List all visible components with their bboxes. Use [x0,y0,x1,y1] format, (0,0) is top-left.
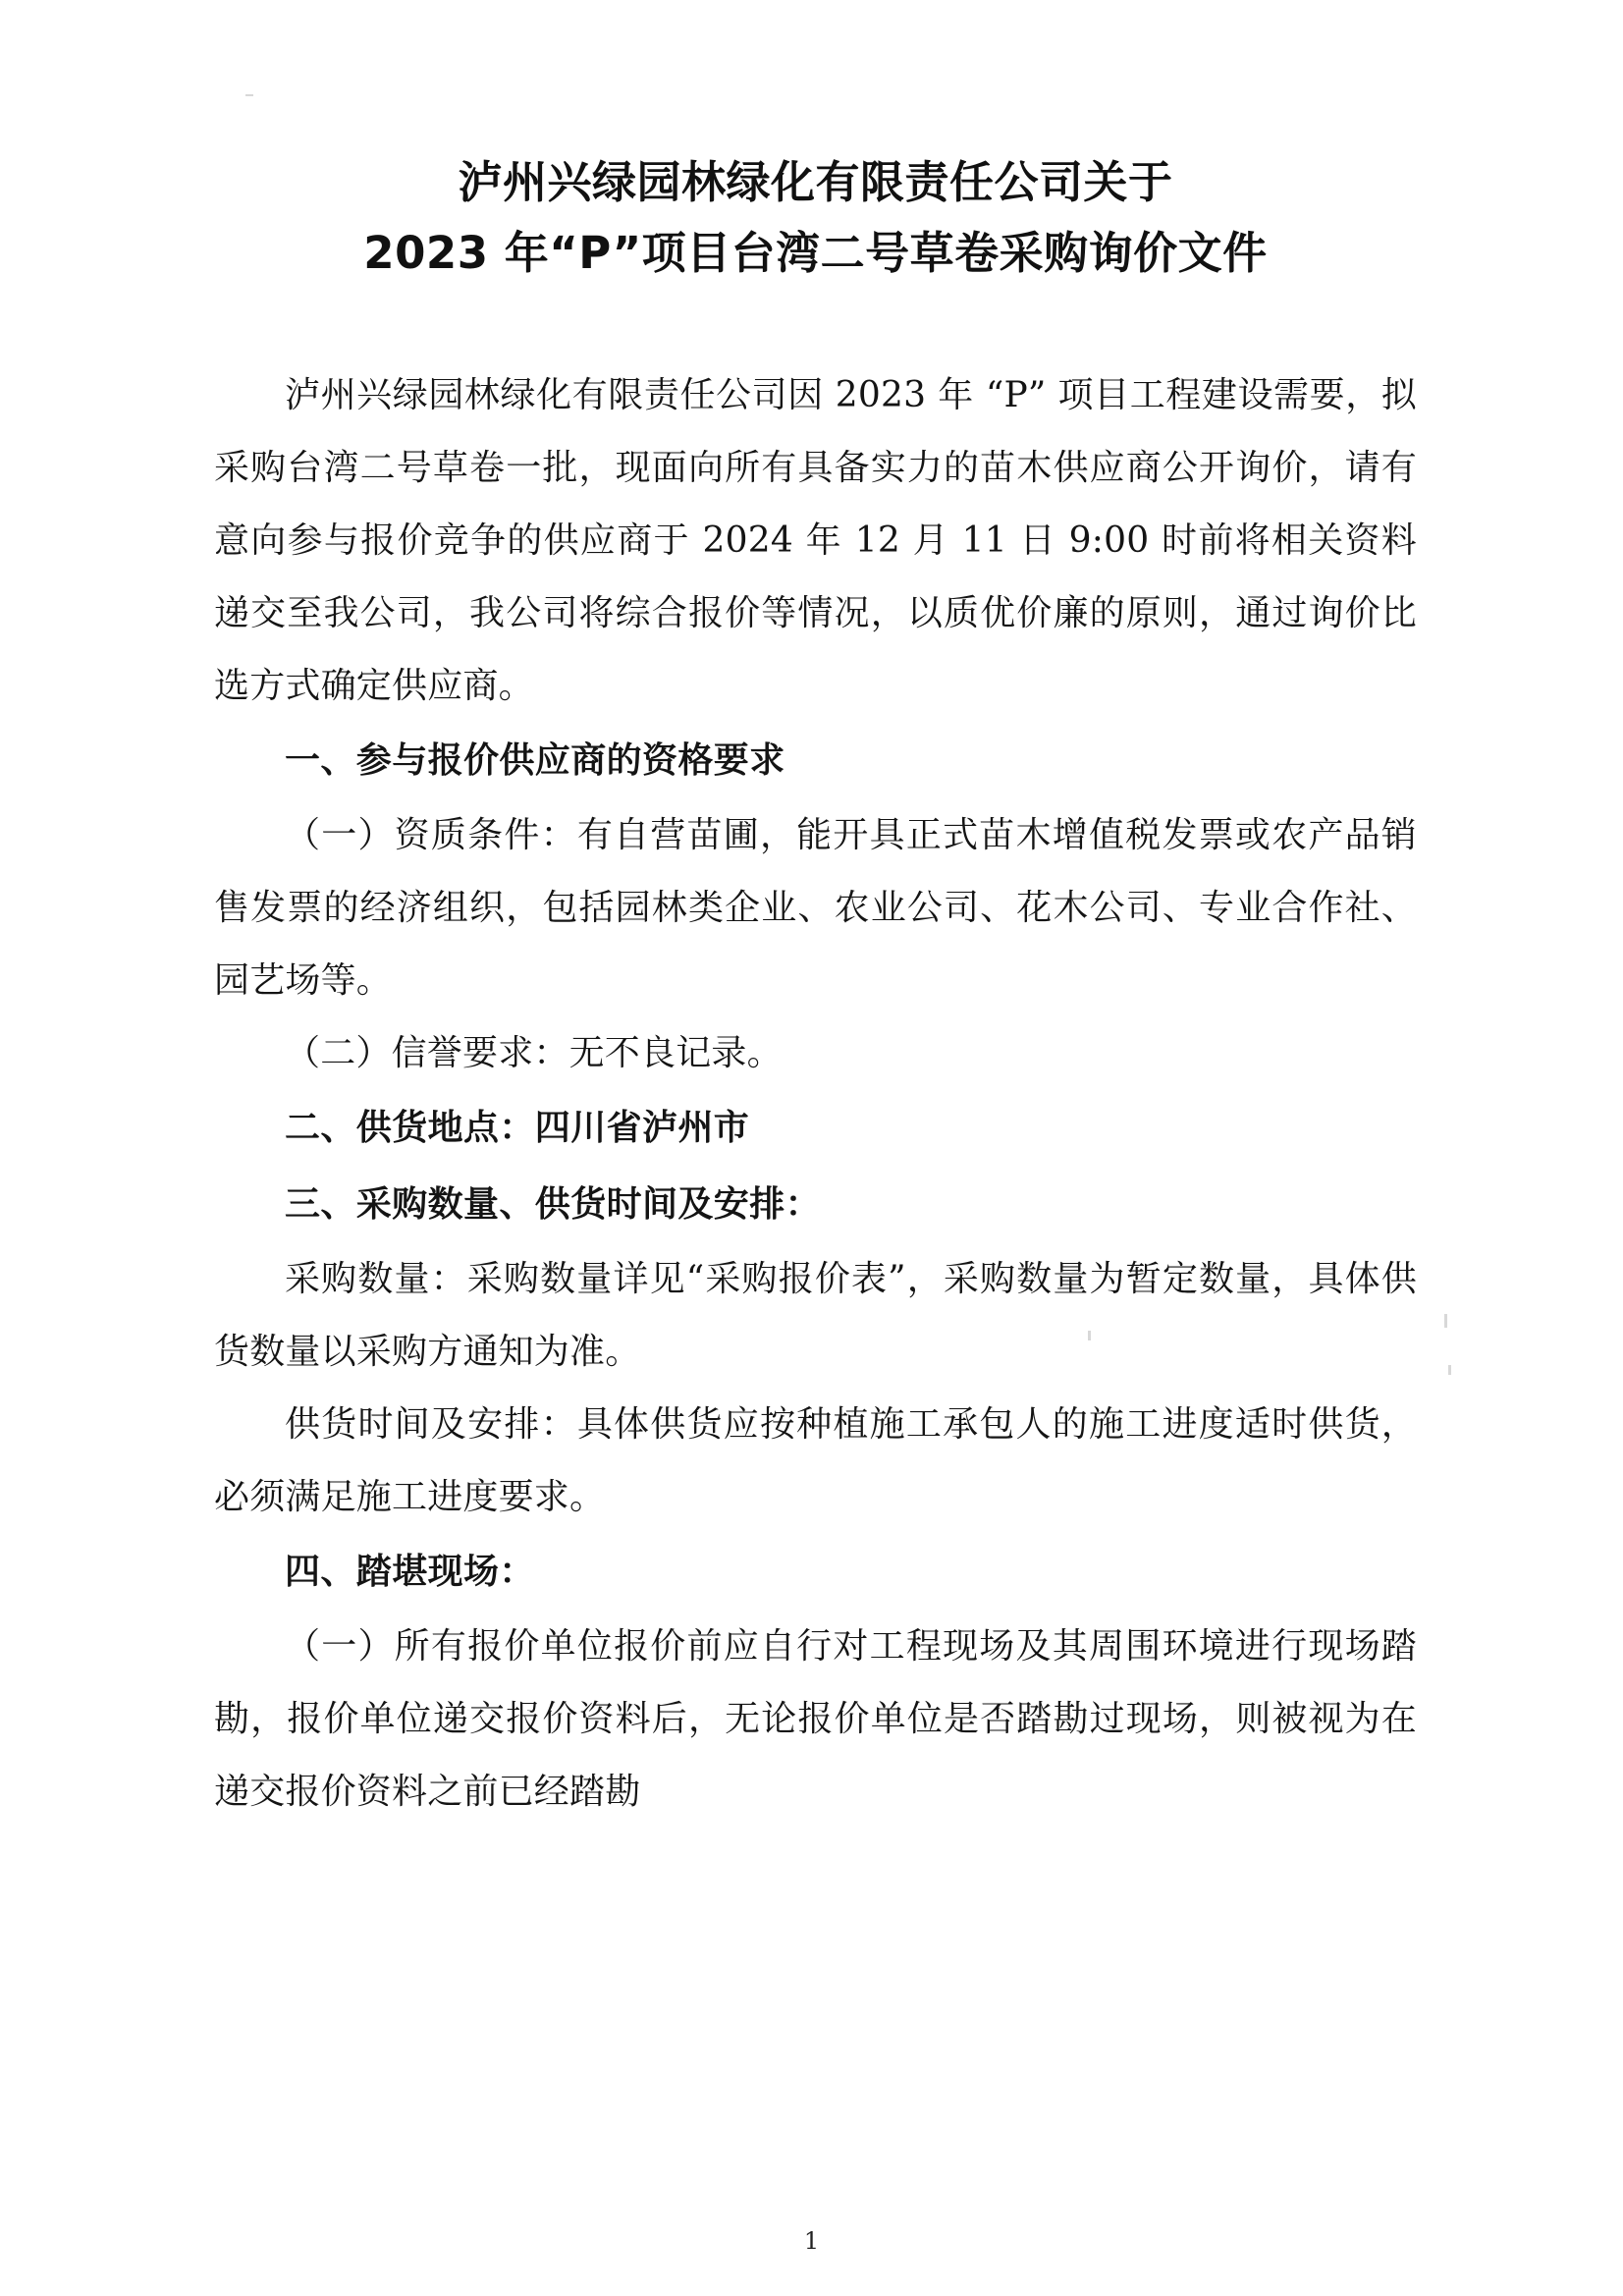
scan-speck [245,94,253,96]
document-title-line-2: 2023 年“P”项目台湾二号草卷采购询价文件 [363,227,1268,279]
document-title-line-1: 泸州兴绿园林绿化有限责任公司关于 [458,156,1173,208]
paragraph-site-survey: （一）所有报价单位报价前应自行对工程现场及其周围环境进行现场踏勘，报价单位递交报价资料后，无论报价单位是否踏勘过现场，则被视为在递交报价资料之前已经踏勘 [214,1626,1417,1812]
document-body [214,147,1417,1829]
scan-speck [1448,1365,1451,1375]
section-heading-3: 三、采购数量、供货时间及安排： [285,1184,822,1225]
paragraph-intro: 泸州兴绿园林绿化有限责任公司因 2023 年 “P” 项目工程建设需要，拟采购台湾二号草卷一批，现面向所有具备实力的苗木供应商公开询价，请有意向参与报价竞争的供应商于 2024 年 12 月 11 日 9:00 时前将相关资料递交至我公司，我公司将综合报价等情况，以质优价廉的原则，通过询价比选方式确定供应商。 [214,375,1417,706]
paragraph-quantity: 采购数量：采购数量详见“采购报价表”，采购数量为暂定数量，具体供货数量以采购方通知为准。 [214,1259,1417,1372]
section-heading-2: 二、供货地点：四川省泸州市 [285,1108,750,1148]
page-number: 1 [803,2227,820,2255]
section-heading-4: 四、踏堪现场： [285,1552,535,1592]
scan-speck [1444,1314,1447,1328]
paragraph-qualification: （一）资质条件：有自营苗圃，能开具正式苗木增值税发票或农产品销售发票的经济组织，包括园林类企业、农业公司、花木公司、专业合作社、园艺场等。 [214,815,1417,1001]
section-heading-1: 一、参与报价供应商的资格要求 [285,740,785,781]
document-paragraphs [214,359,1417,1829]
paragraph-reputation: （二）信誉要求：无不良记录。 [285,1033,783,1073]
paragraph-delivery-time: 供货时间及安排：具体供货应按种植施工承包人的施工进度适时供货，必须满足施工进度要求。 [214,1404,1417,1517]
document-title [214,147,1417,289]
